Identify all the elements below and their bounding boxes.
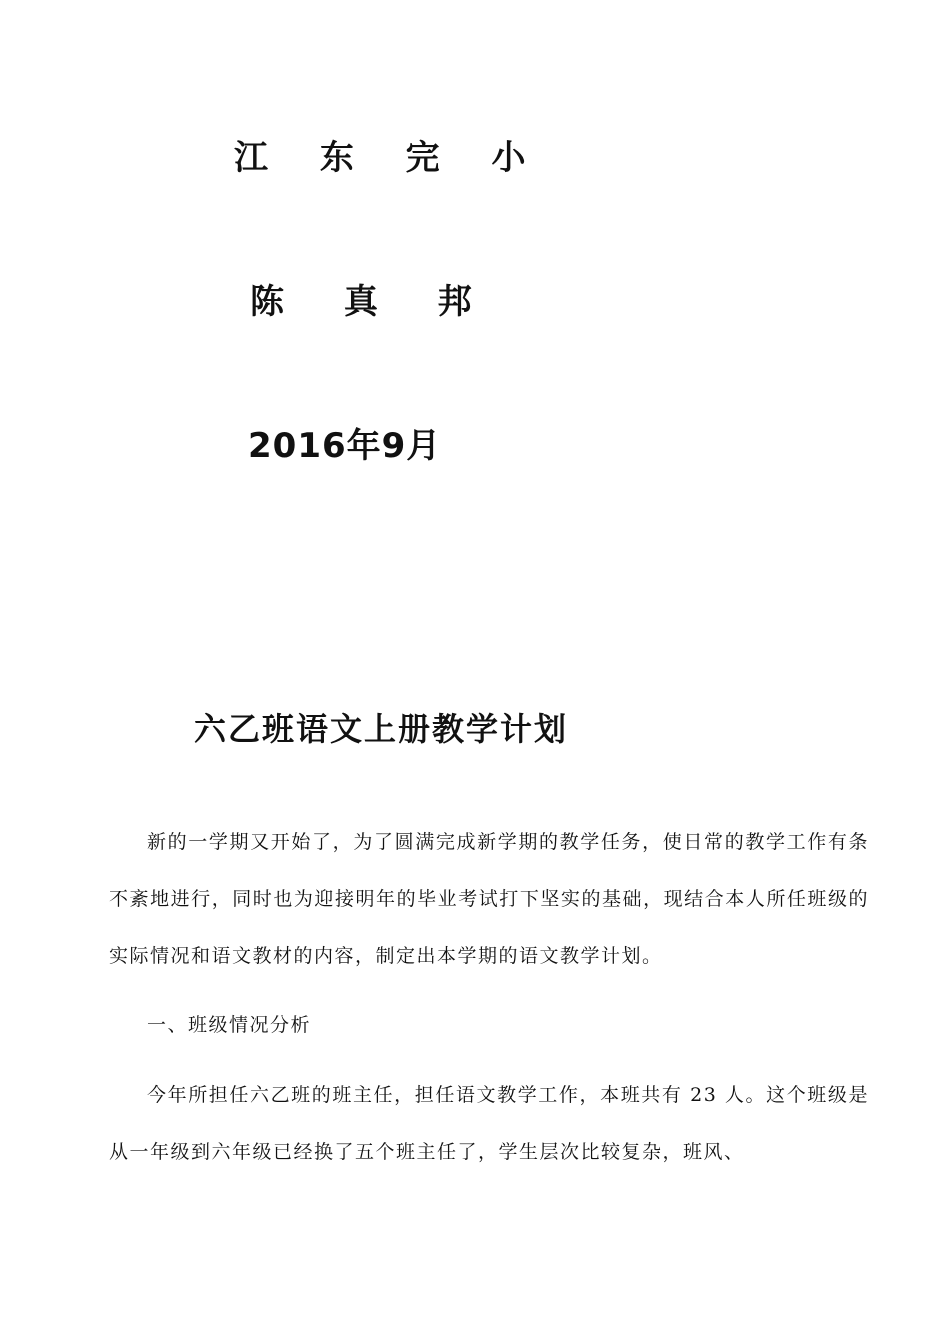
class-analysis-paragraph: 今年所担任六乙班的班主任，担任语文教学工作，本班共有 23 人。这个班级是从一年级到六年级已经换了五个班主任了，学生层次比较复杂，班风、 bbox=[109, 1084, 869, 1163]
section-heading-class-analysis: 一、班级情况分析 bbox=[147, 1014, 312, 1036]
author-name: 陈 真 邦 bbox=[250, 282, 496, 322]
school-name: 江 东 完 小 bbox=[234, 138, 546, 178]
intro-paragraph: 新的一学期又开始了，为了圆满完成新学期的教学任务，使日常的教学工作有条不紊地进行，同时也为迎接明年的毕业考试打下坚实的基础，现结合本人所任班级的实际情况和语文教材的内容，制定出本学期的语文教学计划。 bbox=[109, 831, 869, 967]
document-date: 2016年9月 bbox=[248, 426, 442, 466]
plan-title: 六乙班语文上册教学计划 bbox=[194, 710, 569, 748]
